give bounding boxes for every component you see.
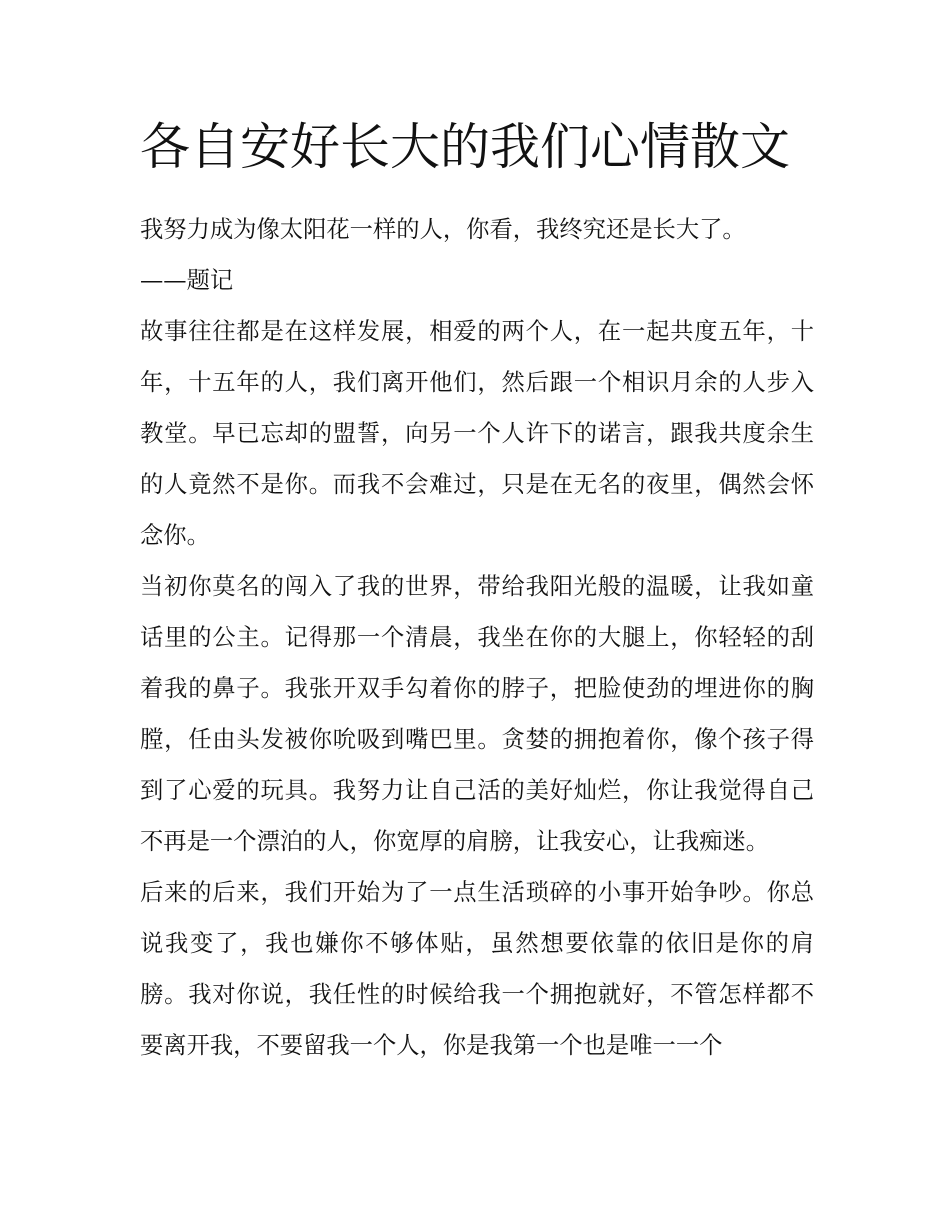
body-paragraph-1: 故事往往都是在这样发展，相爱的两个人，在一起共度五年，十年，十五年的人，我们离开他们，然后跟一个相识月余的人步入教堂。早已忘却的盟誓，向另一个人许下的诺言，跟我共度余生的人竟然不是你。而我不会难过，只是在无名的夜里，偶然会怀念你。 [140, 318, 814, 549]
document-title: 各自安好长大的我们心情散文 [140, 118, 790, 176]
body-paragraph-3: 后来的后来，我们开始为了一点生活琐碎的小事开始争吵。你总说我变了，我也嫌你不够体贴，虽然想要依靠的依旧是你的肩膀。我对你说，我任性的时候给我一个拥抱就好，不管怎样都不要离开我，不要留我一个人，你是我第一个也是唯一一个 [140, 879, 814, 1059]
epigraph-line: 我努力成为像太阳花一样的人，你看，我终究还是长大了。 [140, 216, 746, 243]
document-page [140, 112, 814, 1071]
epigraph-attribution: ——题记 [140, 267, 234, 294]
body-paragraph-2: 当初你莫名的闯入了我的世界，带给我阳光般的温暖，让我如童话里的公主。记得那一个清晨，我坐在你的大腿上，你轻轻的刮着我的鼻子。我张开双手勾着你的脖子，把脸使劲的埋进你的胸膛，任由头发被你吮吸到嘴巴里。贪婪的拥抱着你，像个孩子得到了心爱的玩具。我努力让自己活的美好灿烂，你让我觉得自己不再是一个漂泊的人，你宽厚的肩膀，让我安心，让我痴迷。 [140, 573, 814, 855]
